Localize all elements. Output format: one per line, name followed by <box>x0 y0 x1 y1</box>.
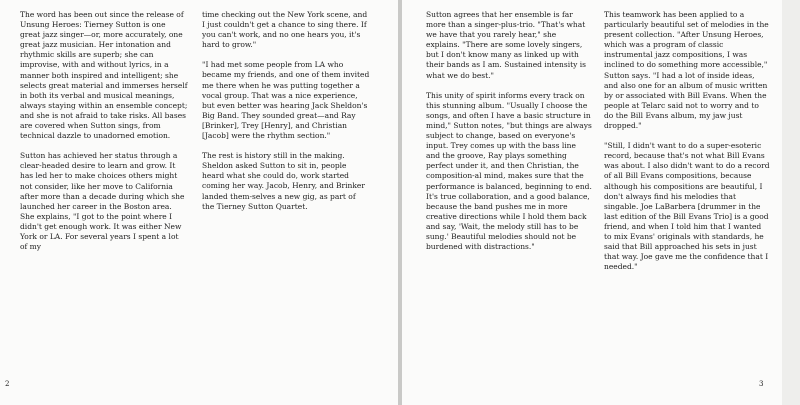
right-page <box>402 0 800 405</box>
paragraph: The rest is history still in the making. Sheldon asked Sutton to sit in, people heard what she could do, work started coming her way. Jacob, Henry, and Brinker landed them-selves a new gig, as part of the Tierney Sutton Quartet. <box>202 151 365 211</box>
paragraph: This teamwork has been applied to a particularly beautiful set of melodies in the present collection. "After Unsung Heroes, which was a program of classic instrumental jazz compositions, I was inclined to do something more accessible," Sutton says. "I had a lot of inside ideas, and also one for an album of music written by or associated with Bill Evans. When the people at Telarc said not to worry and to do the Bill Evans album, my jaw just dropped." <box>604 10 769 131</box>
page-edge <box>782 0 800 405</box>
left-column-1 <box>20 10 188 262</box>
left-page <box>0 0 398 405</box>
page-number: 2 <box>5 380 10 388</box>
paragraph: Sutton has achieved her status through a clear-headed desire to learn and grow. It has led her to make choices others might not consider, like her move to California after more than a decade during which she launched her career in the Boston area. She explains, "I got to the point where I didn't get enough work. It was either New York or LA. For several years I spent a lot of my <box>20 151 185 252</box>
paragraph: This unity of spirit informs every track on this stunning album. "Usually I choose the songs, and often I have a basic structure in mind," Sutton notes, "but things are always subject to change, based on everyone's input. Trey comes up with the bass line and the groove, Ray plays something perfect under it, and then Christian, the composition-al mind, makes sure that the performance is balanced, beginning to end. It's true collaboration, and a good balance, because the band pushes me in more creative directions while I hold them back and say, 'Wait, the melody still has to be sung.' Beautiful melodies should not be burdened with distractions." <box>426 90 592 252</box>
paragraph: time checking out the New York scene, and I just couldn't get a chance to sing there. If you can't work, and no one hears you, it's hard to grow." <box>202 10 368 50</box>
paragraph: "I had met some people from LA who became my friends, and one of them invited me there when he was putting together a vocal group. That was a nice experience, but even better was hearing Jack Sheldon's Big Band. They sounded great—and Ray [Brinker], Trey [Henry], and Christian [Jacob] were the rhythm section." <box>202 60 370 141</box>
paragraph: "Still, I didn't want to do a super-esoteric record, because that's not what Bill Evans was about. I also didn't want to do a record of all Bill Evans compositions, because although his compositions are beautiful, I don't always find his melodies that singable. Joe LaBarbera [drummer in the last edition of the Bill Evans Trio] is a good friend, and when I told him that I wanted to mix Evans' originals with standards, he said that Bill approached his sets in just that way. Joe gave me the confidence that I needed." <box>604 141 770 272</box>
left-column-2 <box>202 10 370 222</box>
right-column-1 <box>426 10 592 262</box>
paragraph: Sutton agrees that her ensemble is far more than a singer-plus-trio. "That's what we have that you rarely hear," she explains. "There are some lovely singers, but I don't know many as linked up with their bands as I am. Sustained intensity is what we do best." <box>426 10 586 80</box>
paragraph: The word has been out since the release of Unsung Heroes: Tierney Sutton is one great jazz singer—or, more accurately, one great jazz musician. Her intonation and rhythmic skills are superb; she can improvise, with and without lyrics, in a manner both inspired and intelligent; she selects great material and immerses herself in both its verbal and musical meanings, always staying within an ensemble concept; and she is not afraid to take risks. All bases are covered when Sutton sings, from technical dazzle to unadorned emotion. <box>20 10 188 141</box>
page-number: 3 <box>759 380 764 388</box>
right-column-2 <box>604 10 770 282</box>
